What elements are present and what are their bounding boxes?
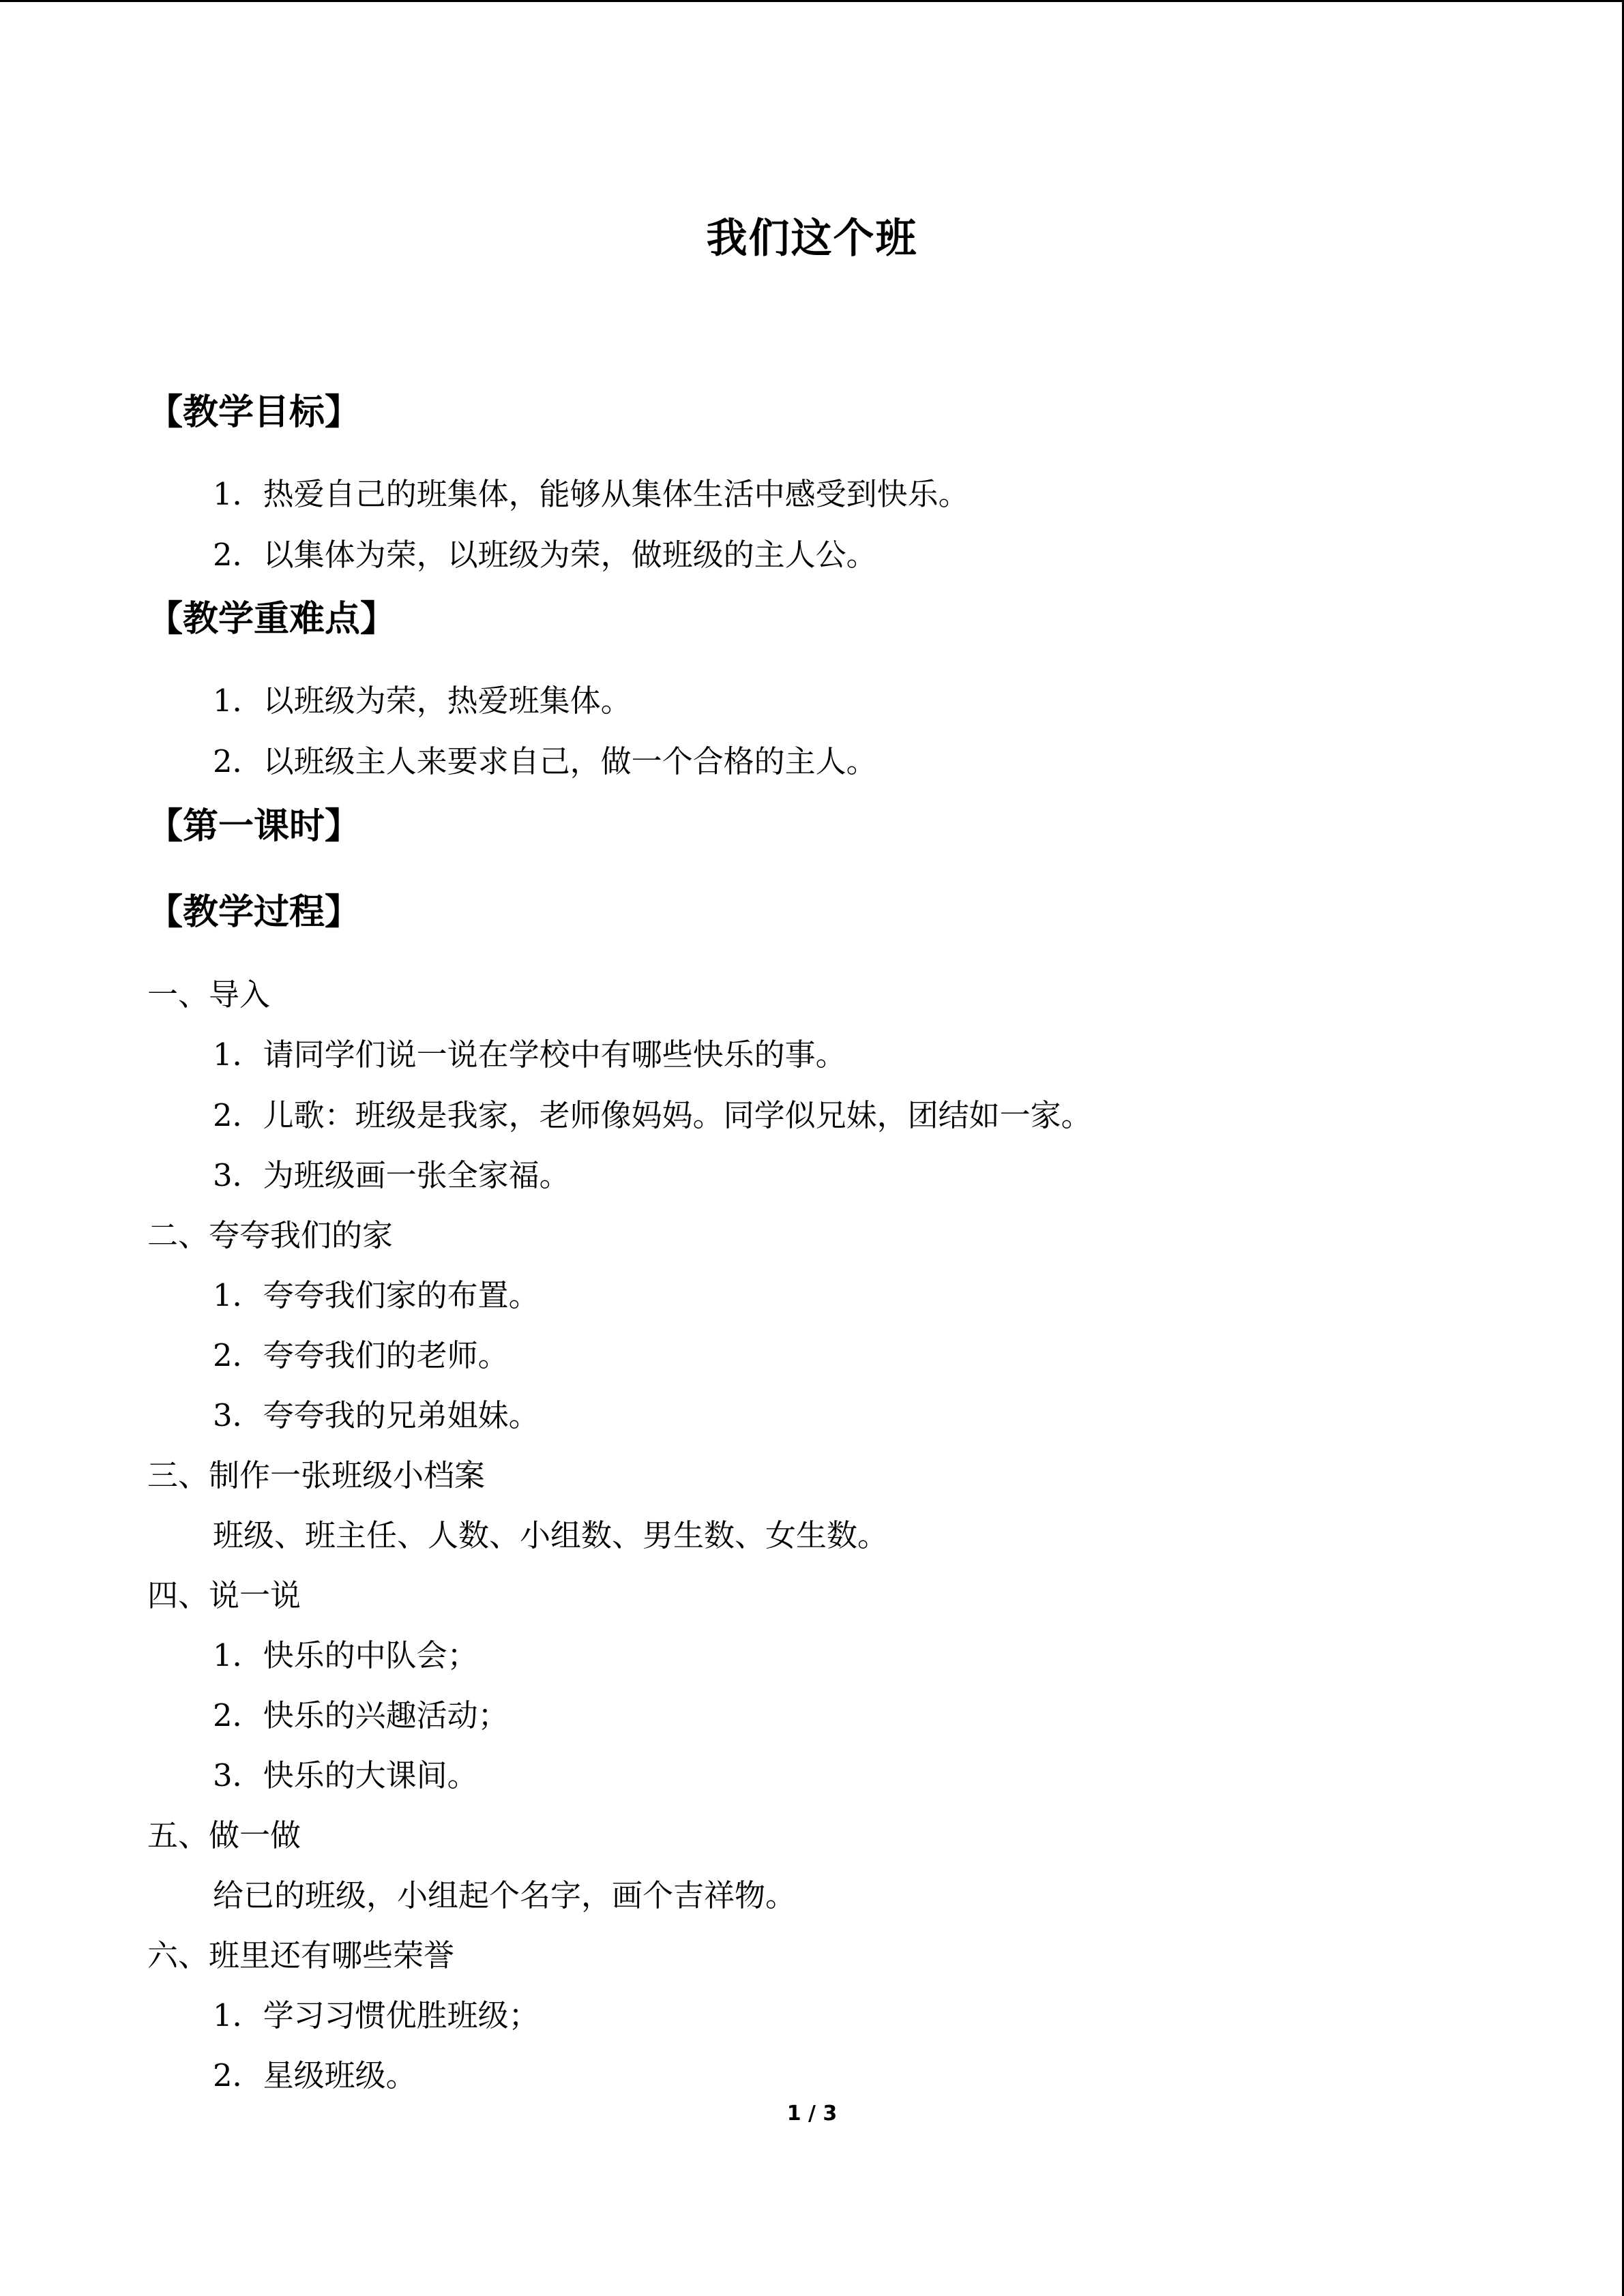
process-item: 2．儿歌：班级是我家，老师像妈妈。同学似兄妹，团结如一家。 (213, 1097, 1092, 1133)
process-item: 1．学习习惯优胜班级； (213, 1997, 540, 2033)
process-item: 2．夸夸我们的老师。 (213, 1337, 509, 1373)
process-part-title: 四、说一说 (147, 1577, 301, 1613)
process-item: 给已的班级，小组起个名字，画个吉祥物。 (213, 1877, 797, 1913)
goal-item: 2．以集体为荣，以班级为荣，做班级的主人公。 (213, 537, 877, 573)
process-part-title: 二、夸夸我们的家 (147, 1217, 394, 1253)
page-number: 1 / 3 (786, 2102, 838, 2126)
process-part-title: 一、导入 (147, 976, 271, 1013)
page-border-top (0, 0, 1624, 2)
goal-item: 1．热爱自己的班集体，能够从集体生活中感受到快乐。 (213, 476, 969, 512)
process-item: 3．为班级画一张全家福。 (213, 1157, 570, 1193)
page-title: 我们这个班 (706, 215, 918, 263)
process-item: 3．快乐的大课间。 (213, 1757, 478, 1793)
process-part-title: 三、制作一张班级小档案 (147, 1457, 486, 1493)
process-item: 2．快乐的兴趣活动； (213, 1697, 509, 1733)
process-item: 班级、班主任、人数、小组数、男生数、女生数。 (213, 1517, 889, 1553)
key-point-item: 1．以班级为荣，热爱班集体。 (213, 683, 632, 719)
heading-first-lesson: 【第一课时】 (147, 806, 361, 847)
process-part-title: 五、做一做 (147, 1817, 301, 1853)
heading-teaching-goals: 【教学目标】 (147, 392, 361, 433)
process-item: 2．星级班级。 (213, 2057, 417, 2093)
process-part-title: 六、班里还有哪些荣誉 (147, 1937, 455, 1973)
process-item: 3．夸夸我的兄弟姐妹。 (213, 1397, 540, 1433)
heading-key-points: 【教学重难点】 (147, 599, 396, 640)
key-point-item: 2．以班级主人来要求自己，做一个合格的主人。 (213, 743, 877, 779)
process-item: 1．快乐的中队会； (213, 1637, 478, 1673)
process-item: 1．夸夸我们家的布置。 (213, 1277, 540, 1313)
heading-teaching-process: 【教学过程】 (147, 892, 361, 933)
process-item: 1．请同学们说一说在学校中有哪些快乐的事。 (213, 1037, 846, 1073)
